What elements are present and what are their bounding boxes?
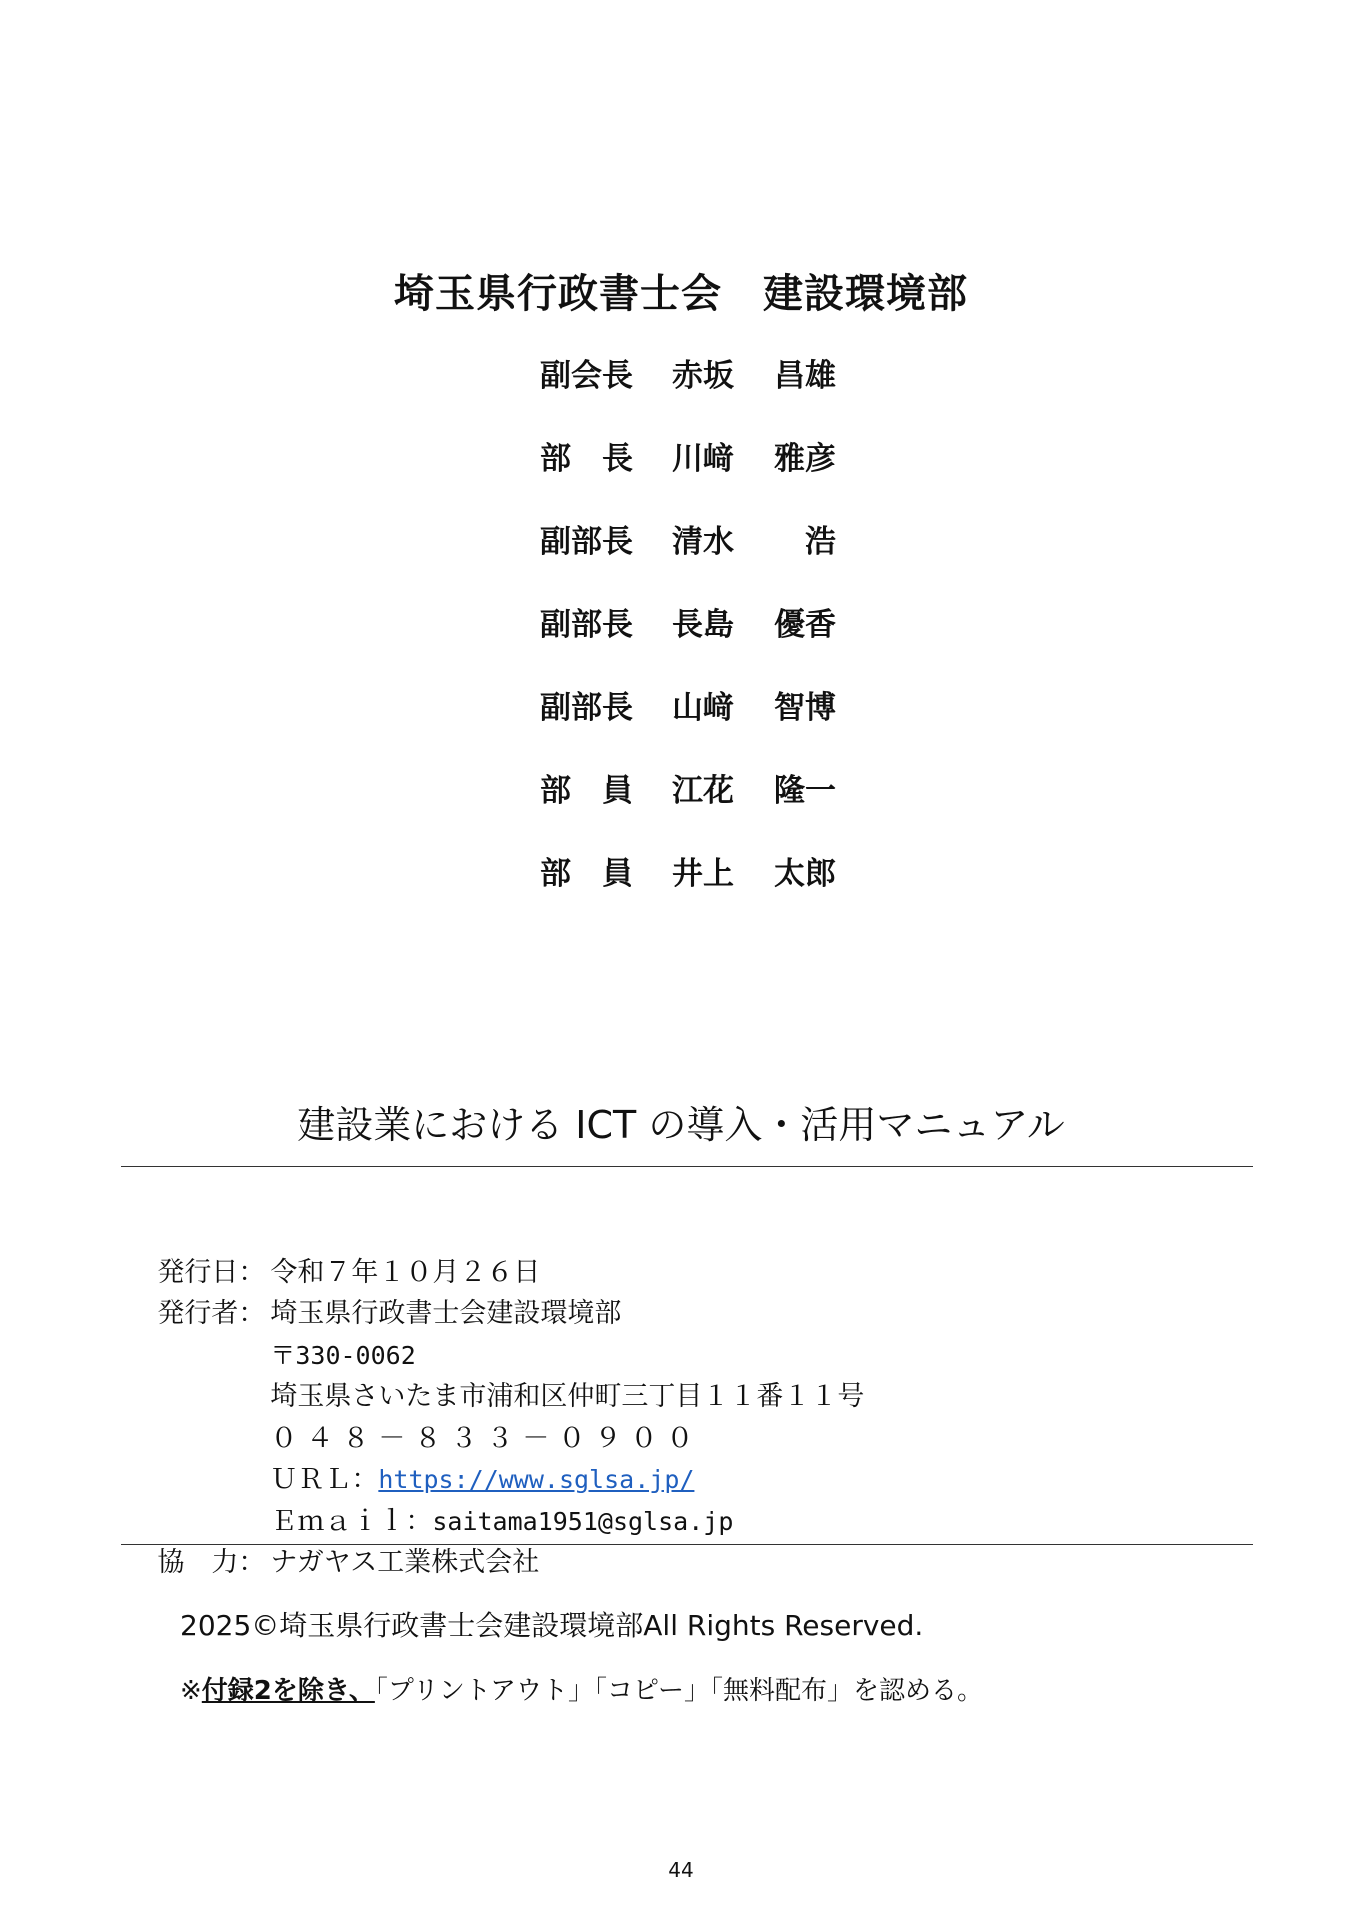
cooperation: ナガヤス工業株式会社 <box>270 1547 540 1578</box>
member-surname: 井上 <box>672 856 734 892</box>
phone-number: ０４８－８３３－０９００ <box>270 1422 703 1454</box>
member-row <box>540 433 860 516</box>
member-surname: 清水 <box>672 524 734 560</box>
cooperation-label: 協 力： <box>157 1547 266 1578</box>
member-role: 部 員 <box>540 773 633 809</box>
member-given-name: 優香 <box>774 607 836 643</box>
member-surname: 江花 <box>672 773 734 809</box>
member-given-name: 太郎 <box>774 856 836 892</box>
issue-date-label: 発行日： <box>157 1256 266 1288</box>
member-surname: 赤坂 <box>672 358 734 394</box>
issue-date-row <box>123 1210 864 1288</box>
member-row <box>540 848 860 931</box>
member-given-name: 昌雄 <box>774 358 836 394</box>
member-row <box>540 599 860 682</box>
organization-title: 埼玉県行政書士会 建設環境部 <box>394 271 968 317</box>
member-role: 部 員 <box>540 856 633 892</box>
member-given-name: 浩 <box>805 524 836 560</box>
member-surname: 長島 <box>672 607 734 643</box>
member-row <box>540 350 860 433</box>
page-number: 44 <box>668 1858 694 1882</box>
colophon-bottom-rule <box>121 1544 1253 1545</box>
member-surname: 山﨑 <box>672 690 734 726</box>
email-label: Ｅｍａｉｌ： <box>270 1505 433 1537</box>
notice-emphasis: 付録2を除き、 <box>201 1676 375 1706</box>
member-role: 部 長 <box>540 441 633 477</box>
member-row <box>540 516 860 599</box>
issue-date: 令和７年１０月２６日 <box>270 1256 541 1288</box>
member-roster <box>540 350 860 931</box>
postal-code: 〒330-0062 <box>270 1340 416 1370</box>
document-title: 建設業における ICT の導入・活用マニュアル <box>297 1103 1065 1147</box>
email-address: saitama1951@sglsa.jp <box>432 1506 734 1536</box>
member-row <box>540 682 860 765</box>
member-surname: 川﨑 <box>672 441 734 477</box>
member-role: 副部長 <box>540 524 633 560</box>
member-role: 副会長 <box>540 358 633 394</box>
member-given-name: 智博 <box>774 690 836 726</box>
member-role: 副部長 <box>540 607 633 643</box>
member-given-name: 雅彦 <box>774 441 836 477</box>
member-role: 副部長 <box>540 690 633 726</box>
usage-notice <box>180 1670 983 1707</box>
notice-prefix: ※ <box>180 1676 202 1706</box>
colophon <box>123 1210 865 1578</box>
colophon-top-rule <box>121 1166 1253 1167</box>
publisher: 埼玉県行政書士会建設環境部 <box>270 1298 622 1329</box>
publisher-label: 発行者： <box>157 1298 266 1329</box>
website-link[interactable]: https://www.sglsa.jp/ <box>378 1465 695 1494</box>
member-row <box>540 765 860 848</box>
url-label: ＵＲＬ： <box>270 1464 379 1495</box>
copyright-notice: 2025©埼玉県行政書士会建設環境部All Rights Reserved. <box>180 1609 924 1642</box>
address: 埼玉県さいたま市浦和区仲町三丁目１１番１１号 <box>270 1381 865 1412</box>
notice-text: 「プリントアウト」「コピー」「無料配布」を認める。 <box>374 1676 984 1706</box>
member-given-name: 隆一 <box>774 773 836 809</box>
